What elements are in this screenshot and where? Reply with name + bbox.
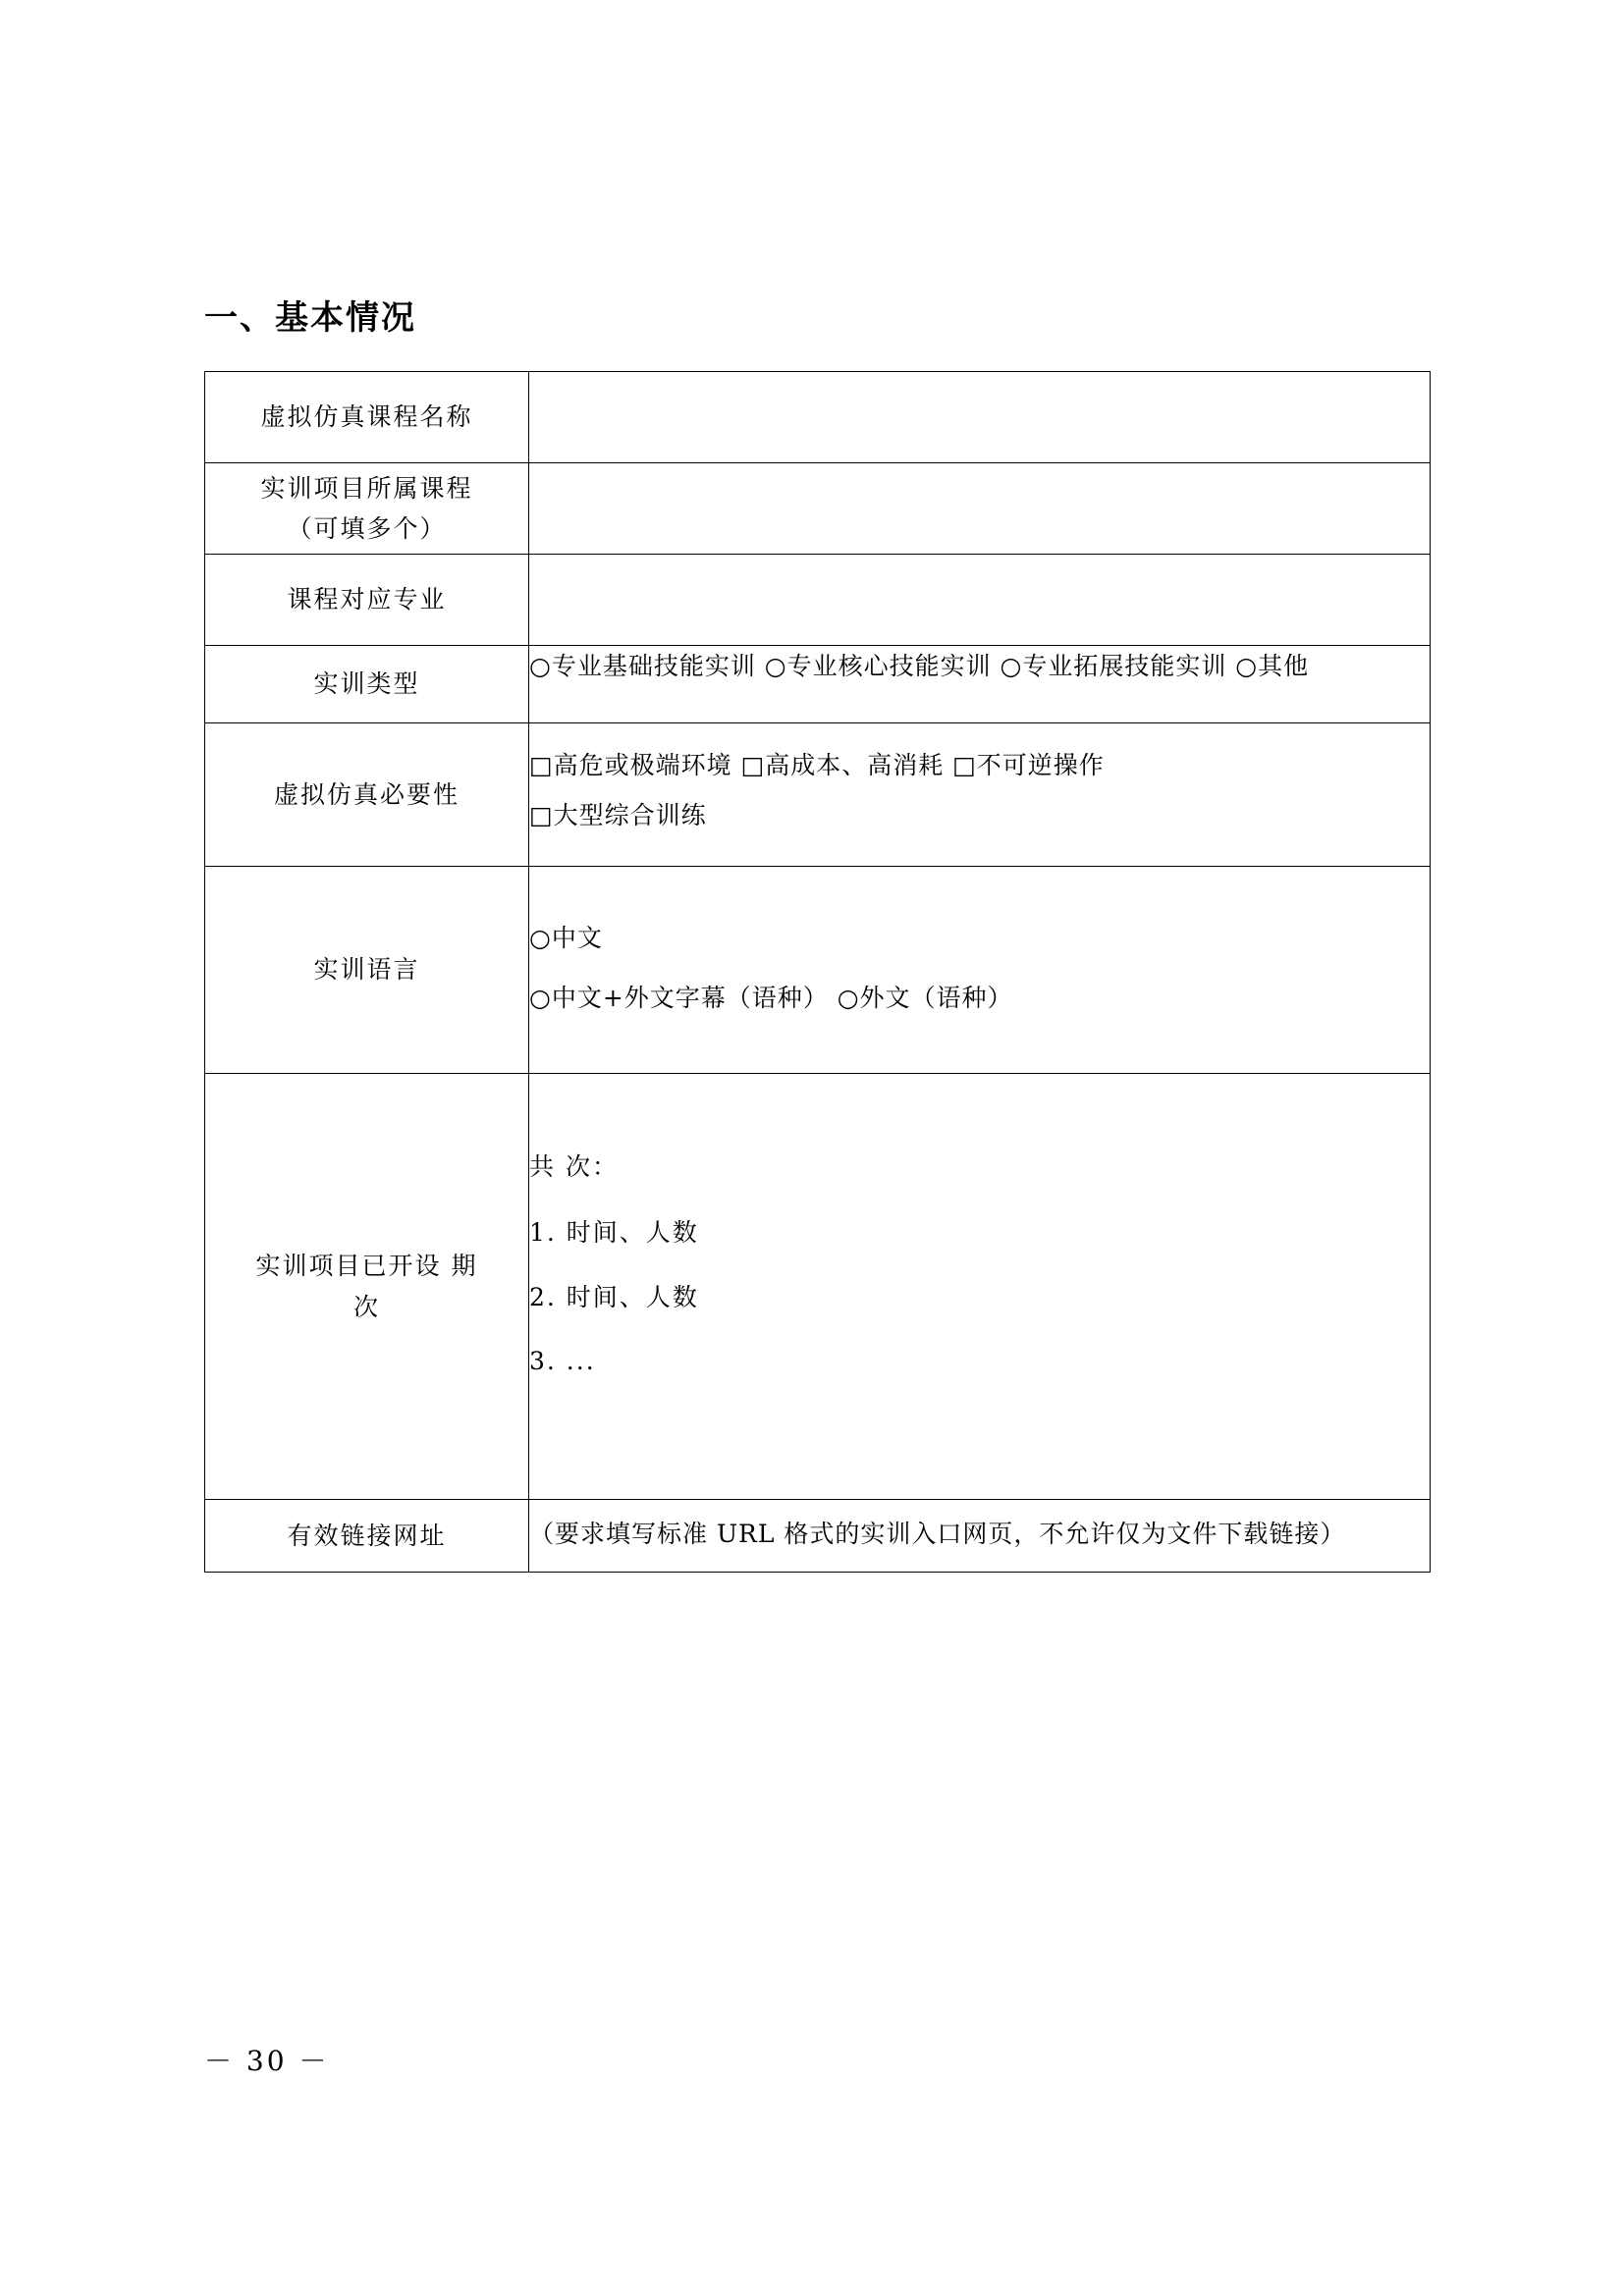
- row-value-course-name[interactable]: [529, 372, 1431, 463]
- row-label-major: 课程对应专业: [205, 555, 529, 646]
- row-value-language[interactable]: [529, 866, 1431, 1074]
- link-hint-text: （要求填写标准 URL 格式的实训入口网页，不允许仅为文件下载链接）: [529, 1520, 1346, 1548]
- table-row: [205, 866, 1431, 1074]
- table-row: [205, 372, 1431, 463]
- page-number: － 30 －: [204, 2045, 330, 2077]
- sessions-count-header[interactable]: 共 次：: [529, 1152, 619, 1181]
- session-item-1[interactable]: 1. 时间、人数: [529, 1218, 699, 1248]
- row-label-necessity: 虚拟仿真必要性: [205, 723, 529, 867]
- table-row: [205, 1500, 1431, 1573]
- page-title: 一、基本情况: [204, 298, 416, 338]
- language-option-subtitles[interactable]: ○中文+外文字幕（语种） ○外文（语种）: [529, 983, 1013, 1012]
- table-row: [205, 723, 1431, 867]
- table-row: [205, 555, 1431, 646]
- training-type-options[interactable]: ○专业基础技能实训 ○专业核心技能实训 ○专业拓展技能实训 ○其他: [529, 652, 1310, 680]
- row-label-link: 有效链接网址: [205, 1500, 529, 1573]
- row-value-major[interactable]: [529, 555, 1431, 646]
- row-label-course-name: 虚拟仿真课程名称: [205, 372, 529, 463]
- table-row: [205, 463, 1431, 555]
- basic-info-table: [204, 371, 1431, 1573]
- row-value-necessity[interactable]: [529, 723, 1431, 867]
- session-item-2[interactable]: 2. 时间、人数: [529, 1282, 699, 1311]
- row-label-belonging-course: 实训项目所属课程 （可填多个）: [205, 463, 529, 555]
- necessity-options-line1[interactable]: □高危或极端环境 □高成本、高消耗 □不可逆操作: [529, 751, 1105, 779]
- table-row: [205, 646, 1431, 723]
- row-label-sessions: 实训项目已开设 期 次: [205, 1074, 529, 1500]
- language-option-chinese[interactable]: ○中文: [529, 923, 603, 952]
- row-value-training-type[interactable]: [529, 646, 1431, 723]
- row-value-belonging-course[interactable]: [529, 463, 1431, 555]
- row-label-training-type: 实训类型: [205, 646, 529, 723]
- session-item-3[interactable]: 3. ...: [529, 1346, 596, 1375]
- table-row: [205, 1074, 1431, 1500]
- necessity-options-line2[interactable]: □大型综合训练: [529, 801, 707, 830]
- row-label-language: 实训语言: [205, 866, 529, 1074]
- row-value-sessions[interactable]: [529, 1074, 1431, 1500]
- row-value-link[interactable]: [529, 1500, 1431, 1573]
